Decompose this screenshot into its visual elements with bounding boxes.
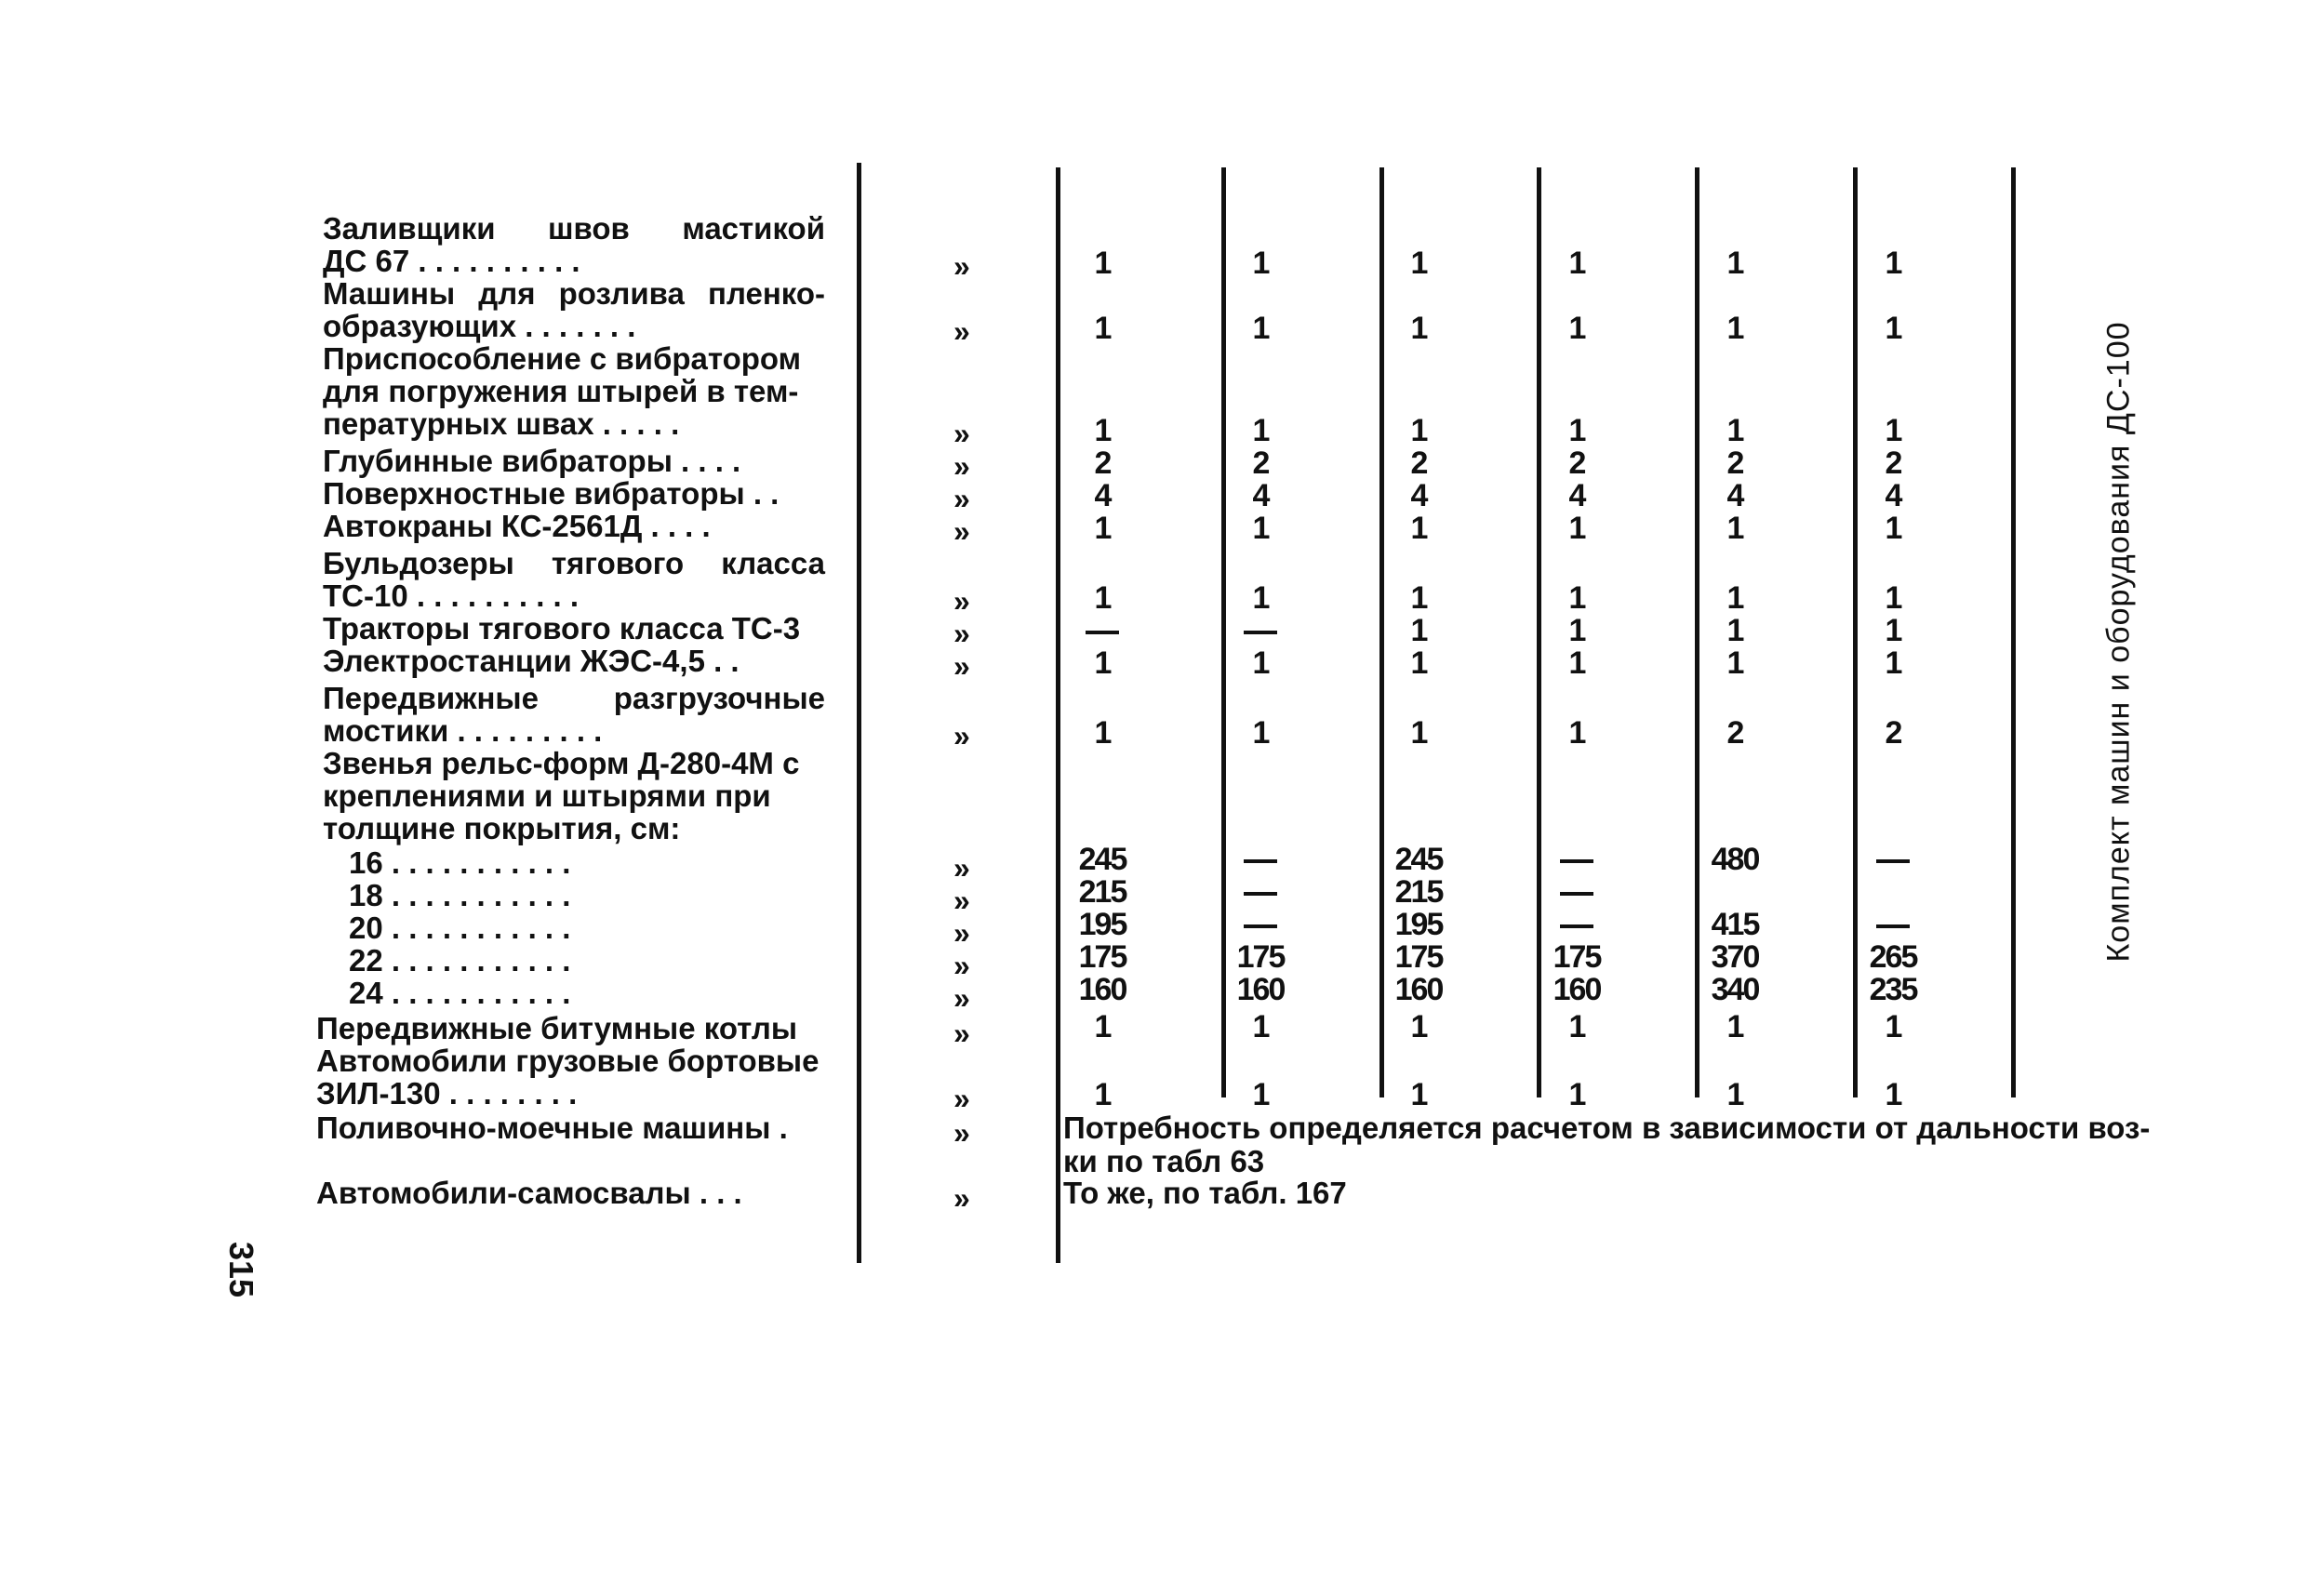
- table-cell: 480: [1711, 842, 1759, 877]
- label-line: 22 . . . . . . . . . . .: [349, 943, 571, 978]
- label-line: Тракторы тягового класса ТС-3: [323, 611, 801, 645]
- label-line: ДС 67 . . . . . . . . . .: [323, 244, 580, 278]
- table-cell: 1: [1568, 715, 1585, 751]
- table-cell: 1: [1726, 1077, 1743, 1112]
- dash-mark: [1086, 631, 1119, 634]
- table-cell: 4: [1094, 478, 1111, 513]
- table-cell: 1: [1252, 1077, 1269, 1112]
- table-cell: 1: [1252, 1009, 1269, 1044]
- table-cell: 415: [1711, 907, 1759, 942]
- table-cell: [1837, 907, 1949, 943]
- table-cell: 1: [1410, 580, 1427, 616]
- table-cell: 175: [1553, 939, 1601, 975]
- table-cell: 4: [1252, 478, 1269, 513]
- table-cell: 1: [1410, 1077, 1427, 1112]
- table-cell: 1: [1410, 311, 1427, 346]
- table-cell: 1: [1885, 311, 1901, 346]
- row-label-flatbed-trucks: [316, 1044, 819, 1110]
- table-cell: 1: [1094, 1009, 1111, 1044]
- table-cell: 1: [1726, 613, 1743, 648]
- table-cell: [1521, 874, 1633, 911]
- label-line: толщине покрытия, см:: [323, 811, 681, 845]
- table-cell: 1: [1094, 511, 1111, 546]
- table-cell: 1: [1094, 311, 1111, 346]
- note-dump-trucks: [1063, 1177, 1347, 1210]
- label-line: ТС-10 . . . . . . . . . .: [323, 579, 580, 613]
- label-line: 18 . . . . . . . . . . .: [349, 878, 571, 912]
- table-cell: 1: [1726, 311, 1743, 346]
- table-cell: 1: [1885, 413, 1901, 448]
- table-cell: 1: [1726, 246, 1743, 281]
- table-cell: 2: [1568, 446, 1585, 481]
- table-cell: 2: [1410, 446, 1427, 481]
- ditto-mark: »: [953, 1082, 970, 1115]
- row-label-sealers: [323, 212, 825, 277]
- ditto-mark: »: [953, 249, 970, 283]
- table-cell: 1: [1568, 645, 1585, 681]
- table-cell: 1: [1568, 580, 1585, 616]
- table-cell: 1: [1885, 645, 1901, 681]
- table-cell: 215: [1394, 874, 1443, 910]
- table-cell: 175: [1236, 939, 1285, 975]
- table-cell: 245: [1078, 842, 1126, 877]
- table-cell: 1: [1568, 413, 1585, 448]
- ditto-mark: »: [953, 482, 970, 515]
- table-cell: 1: [1568, 246, 1585, 281]
- row-label-bulldozers: [323, 547, 825, 612]
- table-cell: 1: [1410, 1009, 1427, 1044]
- page-number: 315: [222, 1242, 260, 1298]
- table-cell: 160: [1553, 972, 1601, 1007]
- dash-mark: [1244, 892, 1277, 896]
- label-line: 20 . . . . . . . . . . .: [349, 911, 571, 945]
- table-cell: [1521, 842, 1633, 878]
- row-label-thickness-22: [349, 944, 851, 977]
- table-cell: 215: [1078, 874, 1126, 910]
- label-line: Заливщики швов мастикой: [323, 211, 825, 246]
- table-cell: 1: [1885, 1077, 1901, 1112]
- label-line: образующих . . . . . . .: [323, 309, 636, 343]
- table-cell: 1: [1410, 645, 1427, 681]
- table-cell: 1: [1885, 246, 1901, 281]
- table-cell: 1: [1410, 246, 1427, 281]
- ditto-mark: »: [953, 449, 970, 483]
- table-cell: 1: [1885, 1009, 1901, 1044]
- ditto-mark: »: [953, 884, 970, 917]
- label-line: Поливочно-моечные машины .: [316, 1111, 788, 1145]
- table-cell: [1205, 907, 1316, 943]
- ditto-mark: »: [953, 314, 970, 348]
- dash-mark: [1560, 859, 1593, 863]
- table-cell: 265: [1869, 939, 1917, 975]
- ditto-mark: »: [953, 981, 970, 1015]
- row-label-truck-cranes: [323, 510, 825, 542]
- row-label-surface-vibrators: [323, 477, 825, 510]
- label-line: Автомобили грузовые бортовые: [316, 1044, 820, 1078]
- row-label-washing-machines: [316, 1111, 819, 1144]
- table-cell: 1: [1885, 511, 1901, 546]
- label-line: Машины для розлива пленко-: [323, 276, 825, 311]
- label-line: 16 . . . . . . . . . . .: [349, 845, 571, 880]
- table-cell: 1: [1094, 1077, 1111, 1112]
- table-cell: 1: [1252, 246, 1269, 281]
- table-cell: 1: [1885, 580, 1901, 616]
- table-cell: 1: [1726, 413, 1743, 448]
- ditto-mark: »: [953, 949, 970, 982]
- label-line: Автомобили-самосвалы . . .: [316, 1176, 742, 1210]
- table-cell: 2: [1726, 715, 1743, 751]
- table-cell: [1205, 613, 1316, 649]
- table-cell: 235: [1869, 972, 1917, 1007]
- table-cell: 1: [1726, 645, 1743, 681]
- table-cell: 1: [1568, 1077, 1585, 1112]
- dash-mark: [1244, 859, 1277, 863]
- table-cell: 1: [1252, 715, 1269, 751]
- row-label-vibrator-device: [323, 342, 825, 440]
- label-line: Передвижные битумные котлы: [316, 1011, 798, 1045]
- label-line: Автокраны КС-2561Д . . . .: [323, 509, 711, 543]
- ditto-mark: »: [953, 916, 970, 950]
- label-line: пературных швах . . . . .: [323, 406, 680, 441]
- dash-mark: [1560, 924, 1593, 928]
- row-label-bitumen-boilers: [316, 1012, 819, 1044]
- table-cell: 2: [1094, 446, 1111, 481]
- table-cell: 1: [1252, 413, 1269, 448]
- table-cell: 195: [1394, 907, 1443, 942]
- table-cell: 340: [1711, 972, 1759, 1007]
- label-line: мостики . . . . . . . . .: [323, 713, 603, 748]
- table-cell: 4: [1568, 478, 1585, 513]
- column-rule: [857, 163, 861, 1263]
- table-cell: 1: [1568, 1009, 1585, 1044]
- table-cell: 175: [1078, 939, 1126, 975]
- row-label-thickness-18: [349, 879, 851, 911]
- table-cell: 1: [1252, 511, 1269, 546]
- row-label-unloading-bridges: [323, 682, 825, 747]
- table-cell: 2: [1252, 446, 1269, 481]
- label-line: Поверхностные вибраторы . .: [323, 476, 780, 511]
- column-rule: [2011, 167, 2016, 1097]
- label-line: Приспособление с вибратором: [323, 341, 802, 376]
- table-cell: 1: [1410, 715, 1427, 751]
- dash-mark: [1876, 859, 1910, 863]
- row-label-thickness-24: [349, 977, 851, 1009]
- ditto-mark: »: [953, 417, 970, 450]
- table-cell: 160: [1236, 972, 1285, 1007]
- table-cell: 195: [1078, 907, 1126, 942]
- table-cell: 1: [1094, 246, 1111, 281]
- table-cell: 1: [1568, 511, 1585, 546]
- table-cell: 2: [1885, 715, 1901, 751]
- table-cell: 175: [1394, 939, 1443, 975]
- ditto-mark: »: [953, 719, 970, 752]
- note-washing-machines: [1063, 1111, 2150, 1178]
- ditto-mark: »: [953, 649, 970, 683]
- table-cell: [1205, 842, 1316, 878]
- label-line: Передвижные разгрузочные: [323, 681, 825, 715]
- table-cell: 160: [1078, 972, 1126, 1007]
- table-cell: 1: [1726, 1009, 1743, 1044]
- ditto-mark: »: [953, 1181, 970, 1215]
- row-label-power-stations: [323, 645, 825, 677]
- label-line: креплениями и штырями при: [323, 778, 771, 813]
- table-cell: 2: [1885, 446, 1901, 481]
- row-label-film-dispensers: [323, 277, 825, 342]
- dash-mark: [1244, 631, 1277, 634]
- table-cell: 1: [1410, 613, 1427, 648]
- row-label-dump-trucks: [316, 1177, 819, 1209]
- table-cell: 370: [1711, 939, 1759, 975]
- ditto-mark: »: [953, 584, 970, 618]
- note-line: То же, по табл. 167: [1063, 1176, 1347, 1210]
- label-line: Звенья рельс-форм Д-280-4М с: [323, 746, 800, 780]
- table-cell: 1: [1252, 311, 1269, 346]
- table-cell: [1521, 907, 1633, 943]
- ditto-mark: »: [953, 514, 970, 548]
- table-cell: 1: [1726, 580, 1743, 616]
- table-cell: [1837, 842, 1949, 878]
- table-cell: 1: [1094, 580, 1111, 616]
- row-label-rail-forms: [323, 747, 825, 845]
- table-cell: 2: [1726, 446, 1743, 481]
- table-cell: 1: [1568, 311, 1585, 346]
- label-line: Электростанции ЖЭС-4,5 . .: [323, 644, 740, 678]
- label-line: для погружения штырей в тем-: [323, 374, 799, 408]
- table-cell: 1: [1094, 715, 1111, 751]
- dash-mark: [1560, 892, 1593, 896]
- label-line: ЗИЛ-130 . . . . . . . .: [316, 1076, 578, 1111]
- ditto-mark: »: [953, 1017, 970, 1050]
- row-label-thickness-20: [349, 911, 851, 944]
- table-cell: 245: [1394, 842, 1443, 877]
- dash-mark: [1876, 924, 1910, 928]
- table-cell: 1: [1094, 413, 1111, 448]
- label-line: 24 . . . . . . . . . . .: [349, 976, 571, 1010]
- table-cell: 1: [1252, 580, 1269, 616]
- note-line: ки по табл 63: [1063, 1144, 1265, 1178]
- table-cell: 1: [1252, 645, 1269, 681]
- table-cell: 4: [1726, 478, 1743, 513]
- dash-mark: [1244, 924, 1277, 928]
- label-line: Глубинные вибраторы . . . .: [323, 444, 741, 478]
- note-line: Потребность определяется расчетом в зависимости от дальности воз-: [1063, 1111, 2151, 1145]
- row-label-thickness-16: [349, 846, 851, 879]
- table-cell: 4: [1885, 478, 1901, 513]
- table-cell: 1: [1885, 613, 1901, 648]
- table-cell: 1: [1726, 511, 1743, 546]
- ditto-mark: »: [953, 1116, 970, 1150]
- table-cell: 1: [1410, 511, 1427, 546]
- side-label: Комплект машин и оборудования ДС-100: [2100, 321, 2137, 963]
- row-label-tractors: [323, 612, 825, 645]
- row-label-deep-vibrators: [323, 445, 825, 477]
- table-cell: 1: [1094, 645, 1111, 681]
- table-cell: 4: [1410, 478, 1427, 513]
- table-cell: 1: [1410, 413, 1427, 448]
- ditto-mark: »: [953, 617, 970, 650]
- table-cell: [1205, 874, 1316, 911]
- label-line: Бульдозеры тягового класса: [323, 546, 825, 580]
- table-cell: 160: [1394, 972, 1443, 1007]
- ditto-mark: »: [953, 851, 970, 884]
- table-cell: 1: [1568, 613, 1585, 648]
- table-cell: [1046, 613, 1158, 649]
